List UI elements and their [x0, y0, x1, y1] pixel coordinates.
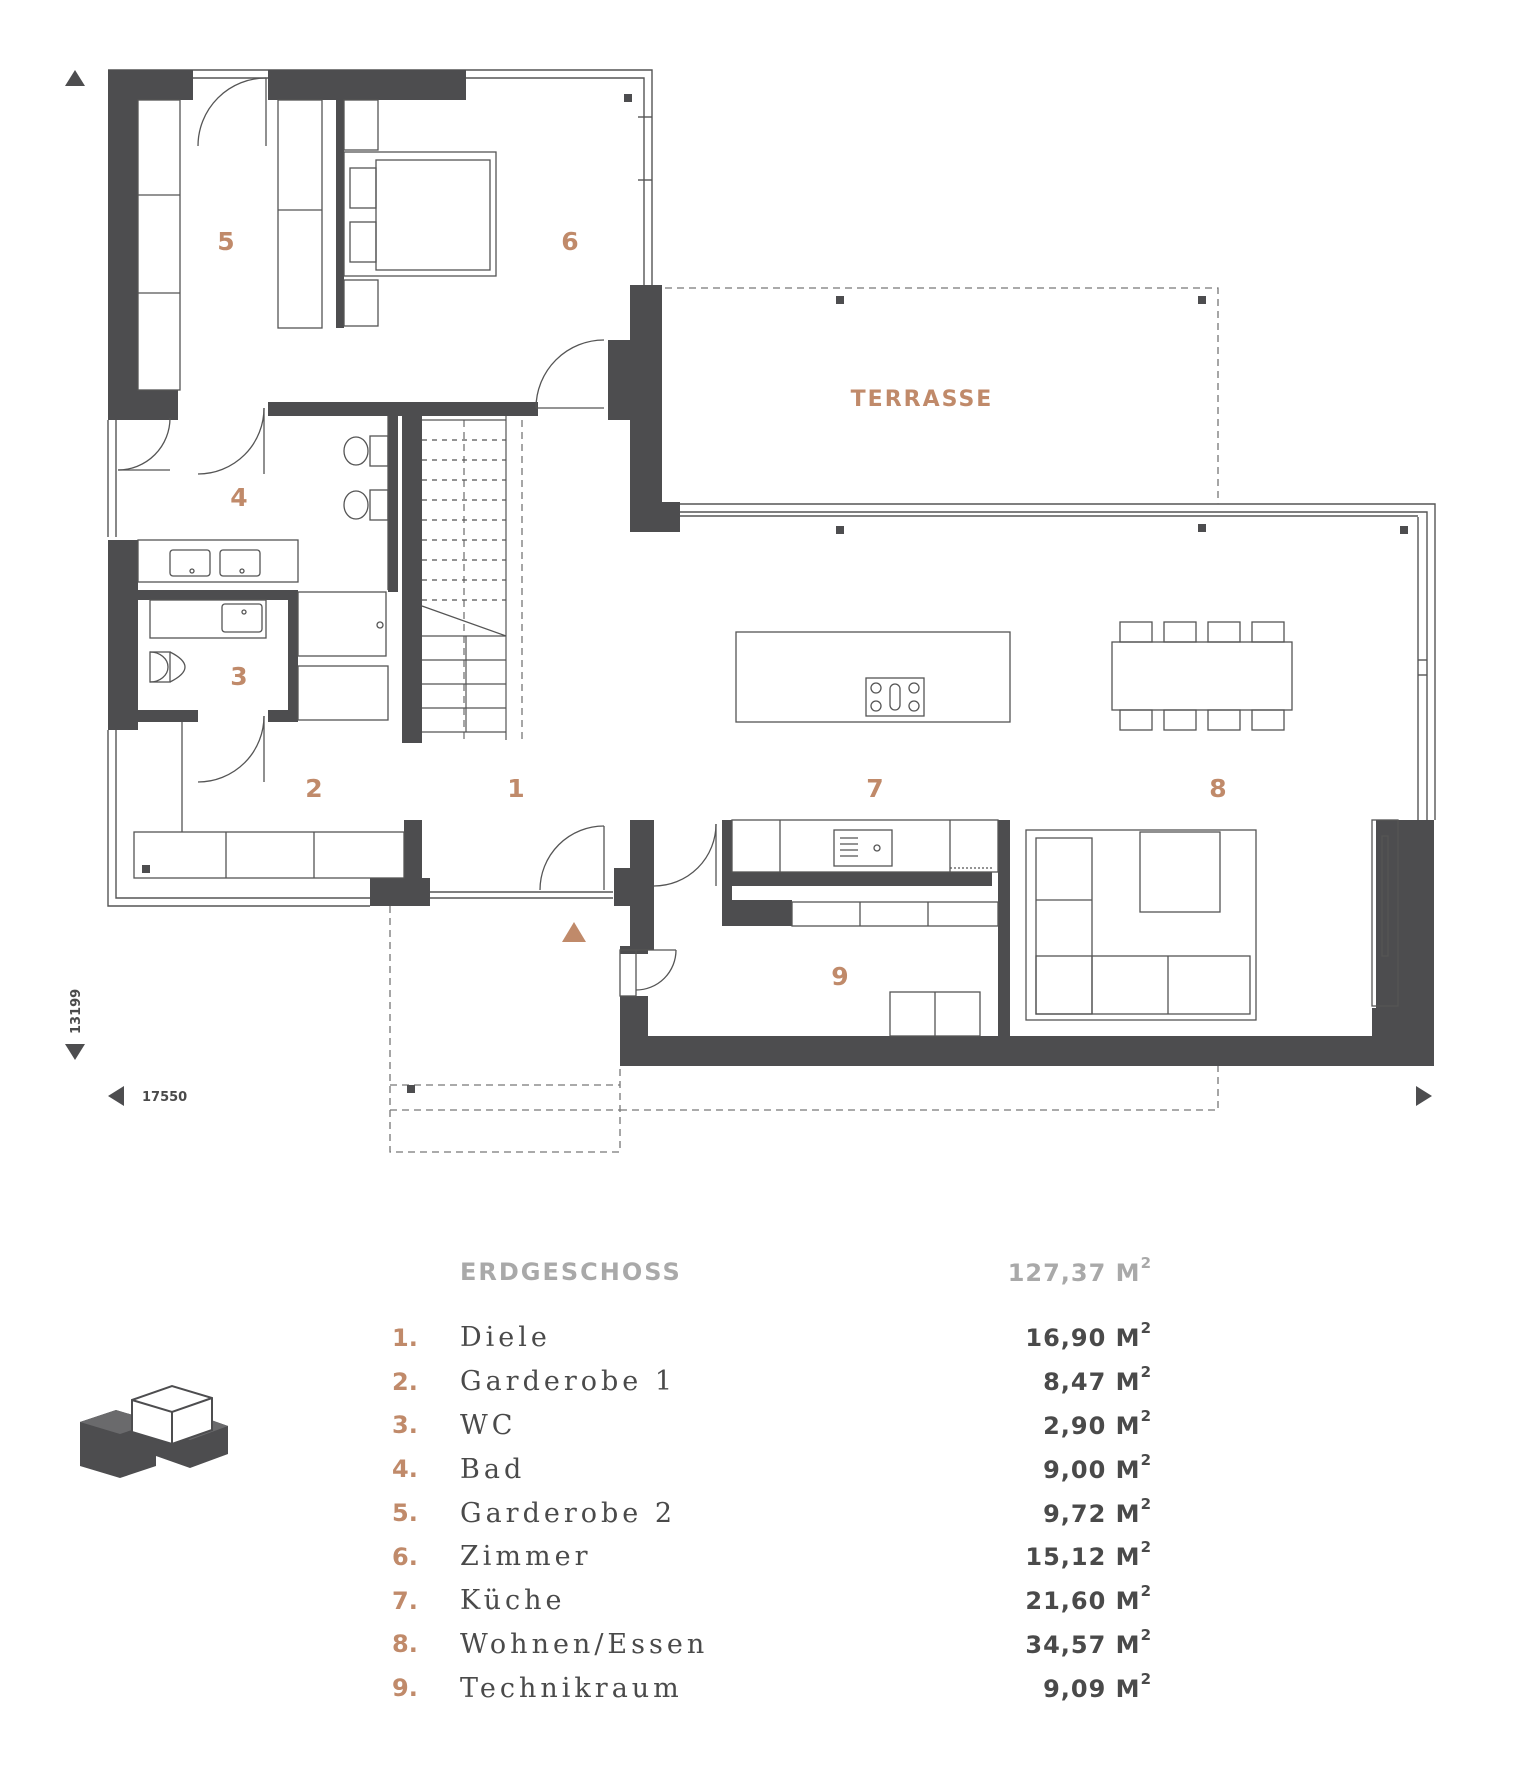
- area-legend: [392, 1248, 1152, 1710]
- legend-row: [392, 1491, 1152, 1535]
- legend-number: 6.: [392, 1542, 418, 1571]
- room-label-9: 9: [831, 962, 849, 991]
- legend-room-name: Diele: [460, 1322, 551, 1354]
- legend-room-area: 9,72 $M^2$: [1043, 1494, 1152, 1528]
- legend-number: 5.: [392, 1499, 418, 1528]
- room-label-4: 4: [230, 483, 248, 512]
- legend-row: [392, 1404, 1152, 1448]
- walls: [108, 70, 1434, 1066]
- floor-title: ERDGESCHOSS: [460, 1258, 682, 1286]
- legend-room-name: WC: [460, 1409, 517, 1441]
- legend-row: [392, 1316, 1152, 1360]
- legend-number: 1.: [392, 1323, 418, 1352]
- arrow-up-icon: [65, 70, 85, 86]
- legend-room-area: 9,00 $M^2$: [1043, 1450, 1152, 1484]
- legend-room-name: Zimmer: [460, 1541, 592, 1573]
- legend-row: [392, 1666, 1152, 1710]
- legend-room-name: Garderobe 2: [460, 1497, 677, 1529]
- legend-number: 8.: [392, 1630, 418, 1659]
- dashed-lines: [390, 288, 1218, 1152]
- furniture: [134, 100, 1398, 1036]
- room-label-7: 7: [866, 774, 884, 803]
- arrow-right-icon: [1416, 1086, 1432, 1106]
- room-label-1: 1: [507, 774, 525, 803]
- legend-room-area: 8,47 $M^2$: [1043, 1363, 1152, 1397]
- legend-row: [392, 1579, 1152, 1623]
- legend-row: [392, 1535, 1152, 1579]
- legend-room-name: Wohnen/Essen: [460, 1628, 709, 1660]
- room-label-8: 8: [1209, 774, 1227, 803]
- legend-number: 3.: [392, 1411, 418, 1440]
- legend-room-name: Küche: [460, 1585, 566, 1617]
- dim-height: 13199: [69, 988, 84, 1034]
- legend-row: [392, 1447, 1152, 1491]
- terrace-label: TERRASSE: [850, 387, 994, 412]
- dimension-arrows: [65, 70, 1432, 1106]
- dim-width: 17550: [142, 1090, 188, 1105]
- legend-header: [392, 1248, 1152, 1296]
- legend-row: [392, 1623, 1152, 1667]
- legend-room-area: 16,90 $M^2$: [1025, 1319, 1152, 1353]
- house-3d-icon: [76, 1368, 236, 1478]
- room-label-5: 5: [217, 227, 235, 256]
- legend-room-name: Garderobe 1: [460, 1366, 677, 1398]
- legend-number: 9.: [392, 1674, 418, 1703]
- legend-room-name: Bad: [460, 1453, 526, 1485]
- arrow-down-icon: [65, 1044, 85, 1060]
- arrow-left-icon: [108, 1086, 124, 1106]
- columns: [142, 94, 1408, 1093]
- legend-room-area: 21,60 $M^2$: [1025, 1582, 1152, 1616]
- floor-area: 127,37 $M^2$: [1007, 1253, 1152, 1287]
- legend-room-name: Technikraum: [460, 1672, 683, 1704]
- legend-room-area: 9,09 $M^2$: [1043, 1669, 1152, 1703]
- legend-number: 2.: [392, 1367, 418, 1396]
- room-label-6: 6: [561, 227, 579, 256]
- legend-room-area: 15,12 $M^2$: [1025, 1538, 1152, 1572]
- legend-number: 7.: [392, 1586, 418, 1615]
- legend-room-area: 34,57 $M^2$: [1025, 1625, 1152, 1659]
- entrance-arrow-icon: [562, 922, 586, 942]
- legend-row: [392, 1360, 1152, 1404]
- legend-room-area: 2,90 $M^2$: [1043, 1406, 1152, 1440]
- legend-number: 4.: [392, 1455, 418, 1484]
- room-label-2: 2: [305, 774, 323, 803]
- room-label-3: 3: [230, 662, 248, 691]
